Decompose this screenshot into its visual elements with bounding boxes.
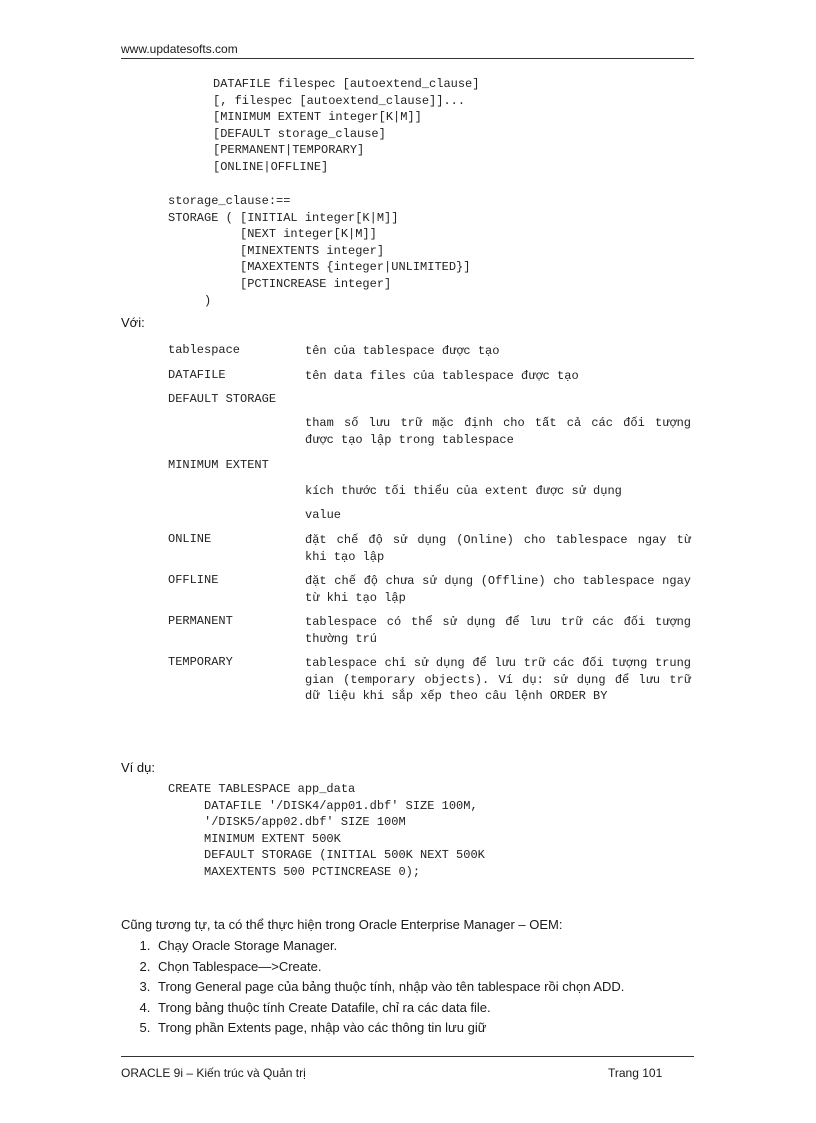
list-item: 4. Trong bảng thuộc tính Create Datafile, chỉ ra các data file. [154,998,714,1019]
param-term: PERMANENT [168,614,233,628]
syntax-line: [MAXEXTENTS {integer|UNLIMITED}] [168,260,471,275]
with-label: Với: [121,315,145,330]
syntax-line: ) [168,293,212,308]
syntax-line: STORAGE ( [INITIAL integer[K|M]] [168,210,399,225]
param-desc: tên của tablespace được tạo [305,344,500,358]
param-desc: đặt chế độ chưa sử dụng (Offline) cho tablespace ngay từ khi tạo lập [305,574,691,605]
param-term: DATAFILE [168,368,226,382]
intro-text: Cũng tương tự, ta có thể thực hiện trong Oracle Enterprise Manager – OEM: [121,917,563,932]
param-term: tablespace [168,343,241,357]
code-line: CREATE TABLESPACE app_data [168,782,356,796]
code-line: DATAFILE '/DISK4/app01.dbf' SIZE 100M, [168,798,478,813]
syntax-line: storage_clause:== [168,194,291,208]
param-desc: tham số lưu trữ mặc định cho tất cả các đối tượng được tạo lập trong tablespace [305,416,691,447]
param-term: DEFAULT STORAGE [168,392,277,406]
list-item: 1. Chạy Oracle Storage Manager. [154,936,714,957]
example-code [168,781,485,881]
steps-list [121,936,714,1039]
header-url: www.updatesofts.com [121,42,238,56]
syntax-line: [, filespec [autoextend_clause]]... [213,93,466,108]
param-desc: đặt chế độ sử dụng (Online) cho tablespace ngay từ khi tạo lập [305,533,691,564]
param-desc: kích thước tối thiểu của extent được sử dụng [305,484,622,498]
header-divider [121,58,694,59]
param-term: ONLINE [168,532,212,546]
syntax-line: [PERMANENT|TEMPORARY] [213,143,365,158]
syntax-block-1 [213,76,479,176]
list-item: 5. Trong phần Extents page, nhập vào các thông tin lưu giữ [154,1018,714,1039]
example-label: Ví dụ: [121,760,155,775]
syntax-line: [MINIMUM EXTENT integer[K|M]] [213,110,422,125]
syntax-block-2 [168,193,470,309]
code-line: '/DISK5/app02.dbf' SIZE 100M [168,815,406,830]
syntax-line: [PCTINCREASE integer] [168,276,392,291]
syntax-line: [ONLINE|OFFLINE] [213,159,329,174]
param-desc: tablespace có thể sử dụng để lưu trữ các đối tượng thường trú [305,615,691,646]
footer-divider [121,1056,694,1057]
list-item: 2. Chọn Tablespace—>Create. [154,957,714,978]
page-number: Trang 101 [608,1066,663,1080]
code-line: MAXEXTENTS 500 PCTINCREASE 0); [168,864,421,879]
syntax-line: DATAFILE filespec [autoextend_clause] [213,77,480,91]
syntax-line: [DEFAULT storage_clause] [213,126,386,141]
param-desc-value: value [305,508,342,522]
param-term: MINIMUM EXTENT [168,458,269,472]
param-desc: tên data files của tablespace được tạo [305,369,579,383]
syntax-line: [NEXT integer[K|M]] [168,227,377,242]
param-term: OFFLINE [168,573,219,587]
param-desc: tablespace chỉ sử dụng để lưu trữ các đối tượng trung gian (temporary objects). Ví dụ: sử dụng để lưu trữ dữ liệu khi sắp xếp theo câu lệnh ORDER BY [305,656,691,703]
code-line: DEFAULT STORAGE (INITIAL 500K NEXT 500K [168,848,485,863]
code-line: MINIMUM EXTENT 500K [168,831,341,846]
footer-title: ORACLE 9i – Kiến trúc và Quản trị [121,1066,306,1080]
param-term: TEMPORARY [168,655,233,669]
list-item: 3. Trong General page của bảng thuộc tính, nhập vào tên tablespace rồi chọn ADD. [154,977,714,998]
syntax-line: [MINEXTENTS integer] [168,243,385,258]
